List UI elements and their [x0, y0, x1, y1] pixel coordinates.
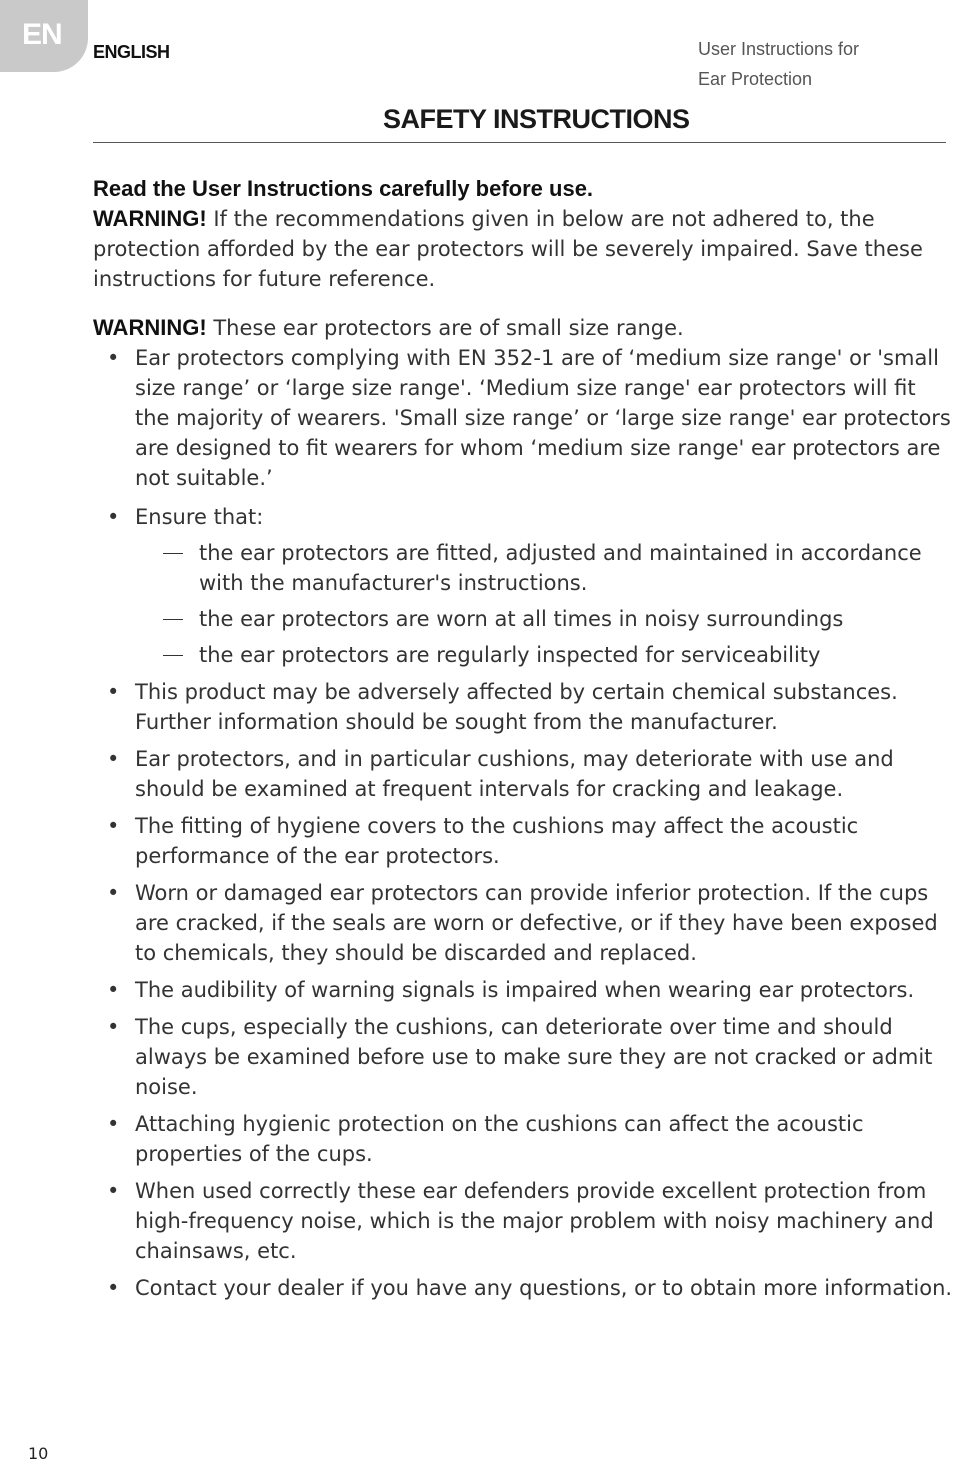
document-title	[698, 34, 859, 94]
size-warning-label: WARNING!	[93, 315, 207, 340]
size-warning	[93, 313, 955, 343]
bullet-item: • Worn or damaged ear protectors can provide inferior protection. If the cups are cracked, if the seals are worn or defective, or if they have been exposed to chemicals, they should be discarded and replaced.	[93, 878, 955, 968]
bullet-item: • Ear protectors, and in particular cushions, may deteriorate with use and should be examined at frequent intervals for cracking and leakage.	[93, 744, 955, 804]
section-title: SAFETY INSTRUCTIONS	[383, 104, 690, 134]
language-name: ENGLISH	[93, 42, 170, 62]
bullet-item: • This product may be adversely affected by certain chemical substances. Further information should be sought from the manufacturer.	[93, 677, 955, 737]
warning-text: If the recommendations given in below are not adhered to, the protection afforded by the ear protectors will be severely impaired. Save these instructions for future reference.	[93, 207, 923, 291]
bullet-item: • Contact your dealer if you have any questions, or to obtain more information.	[93, 1273, 955, 1303]
document-title-line-2: Ear Protection	[698, 69, 813, 89]
ensure-item: the ear protectors are regularly inspected for serviceability	[135, 640, 955, 670]
header-divider	[93, 142, 946, 143]
safety-content	[93, 174, 955, 1303]
document-title-line-1: User Instructions for	[698, 39, 860, 59]
bullet-item: • When used correctly these ear defenders provide excellent protection from high-frequency noise, which is the major problem with noisy machinery and chainsaws, etc.	[93, 1176, 955, 1266]
ensure-list	[135, 538, 955, 670]
language-code: EN	[22, 18, 62, 51]
bullet-item-ensure	[93, 502, 955, 670]
page-number: 10	[28, 1444, 49, 1463]
size-warning-text: These ear protectors are of small size range.	[206, 316, 684, 340]
intro-bold-line: Read the User Instructions carefully before use.	[93, 176, 594, 201]
bullet-item: • The audibility of warning signals is impaired when wearing ear protectors.	[93, 975, 955, 1005]
ensure-item: the ear protectors are worn at all times in noisy surroundings	[135, 604, 955, 634]
bullet-item: • Ear protectors complying with EN 352-1 are of ‘medium size range' or 'small size range’ or ‘large size range'. ‘Medium size range' ear protectors will fit the majority of wearers. 'Small size range’ or ‘large size range' ear protectors are designed to fit wearers for whom ‘medium size range' ear protectors are not suitable.’	[93, 343, 955, 493]
bullet-item: • The fitting of hygiene covers to the cushions may affect the acoustic performance of the ear protectors.	[93, 811, 955, 871]
ensure-intro: Ensure that:	[135, 505, 264, 529]
language-tab	[0, 0, 88, 72]
intro-paragraph	[93, 174, 955, 294]
warning-label: WARNING!	[93, 206, 207, 231]
ensure-item: the ear protectors are fitted, adjusted and maintained in accordance with the manufacturer's instructions.	[135, 538, 955, 598]
bullet-item: • The cups, especially the cushions, can deteriorate over time and should always be examined before use to make sure they are not cracked or admit noise.	[93, 1012, 955, 1102]
bullet-item: • Attaching hygienic protection on the cushions can affect the acoustic properties of the cups.	[93, 1109, 955, 1169]
safety-bullet-list	[93, 343, 955, 1303]
